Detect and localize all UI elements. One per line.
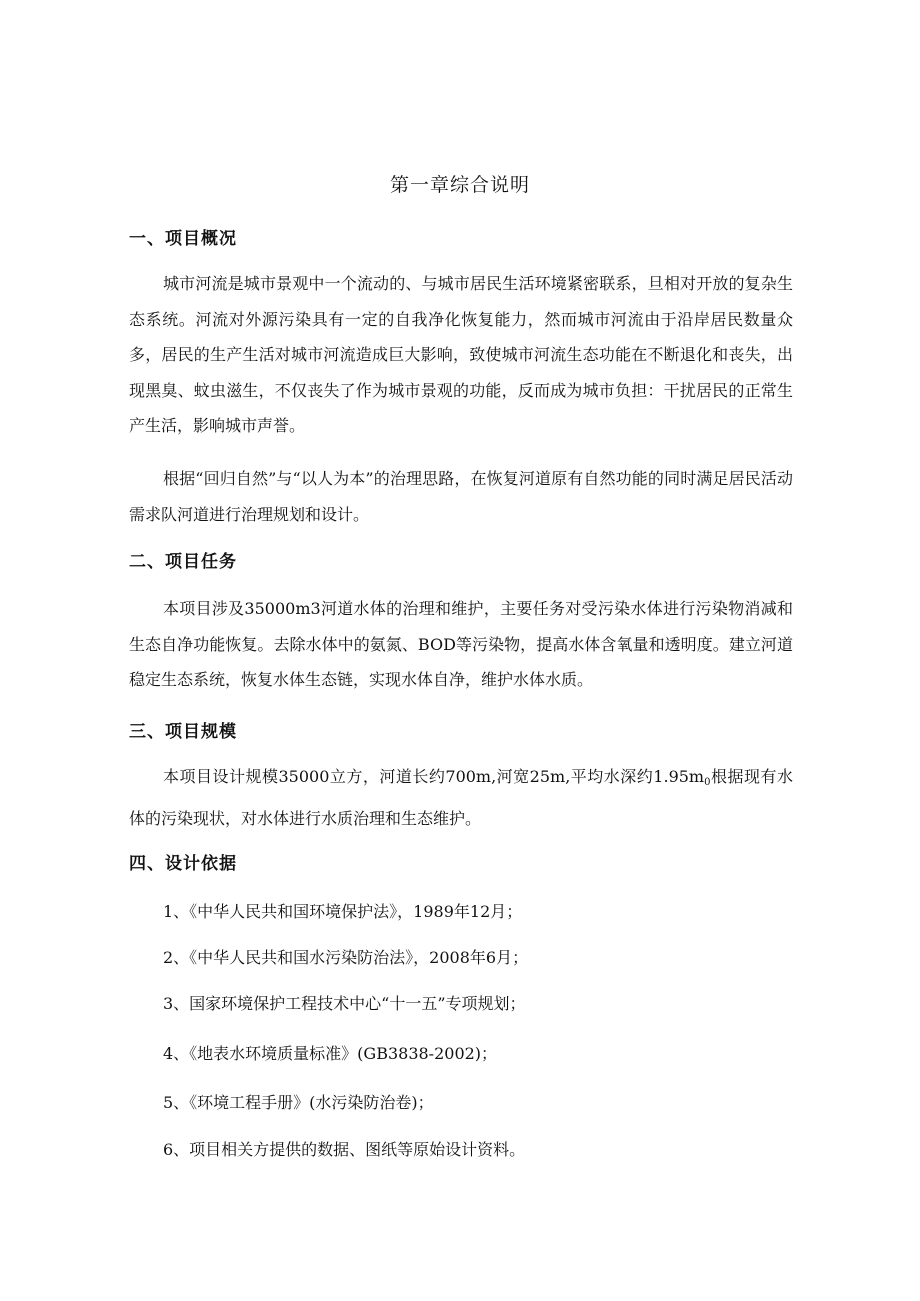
scale-text-rest: 根据现有水体的污染现状，对水体进行水质治理和生态维护。 [129, 767, 793, 828]
chapter-title: 第一章综合说明 [389, 174, 530, 196]
scale-subscript: 0 [704, 777, 711, 788]
scale-text-main: 本项目设计规模35000立方，河道长约700m,河宽25m,平均水深约1.95m [163, 767, 705, 786]
section-heading-overview: 一、项目概况 [129, 229, 237, 249]
basis-item-5: 5、《环境工程手册》(水污染防治卷)； [163, 1093, 434, 1112]
basis-item-6: 6、项目相关方提供的数据、图纸等原始设计资料。 [163, 1140, 526, 1159]
basis-item-4: 4、《地表水环境质量标准》(GB3838-2002)； [163, 1044, 498, 1063]
section-heading-scale: 三、项目规模 [129, 722, 237, 742]
section-heading-tasks: 二、项目任务 [129, 552, 237, 572]
overview-paragraph-2: 根据“回归自然”与“以人为本”的治理思路，在恢复河道原有自然功能的同时满足居民活动需求队河道进行治理规划和设计。 [129, 469, 793, 524]
scale-paragraph [129, 759, 793, 836]
basis-item-3: 3、国家环境保护工程技术中心“十一五”专项规划； [163, 994, 526, 1013]
basis-item-2: 2、《中华人民共和国水污染防治法》，2008年6月； [163, 948, 529, 967]
tasks-paragraph: 本项目涉及35000m3河道水体的治理和维护，主要任务对受污染水体进行污染物消减和生态自净功能恢复。去除水体中的氨氮、BOD等污染物，提高水体含氧量和透明度。建立河道稳定生态系统，恢复水体生态链，实现水体自净，维护水体水质。 [129, 599, 793, 689]
basis-item-1: 1、《中华人民共和国环境保护法》，1989年12月； [163, 902, 523, 921]
section-heading-basis: 四、设计依据 [129, 854, 237, 874]
overview-paragraph-1: 城市河流是城市景观中一个流动的、与城市居民生活环境紧密联系，旦相对开放的复杂生态系统。河流对外源污染具有一定的自我净化恢复能力，然而城市河流由于沿岸居民数量众多，居民的生产生活对城市河流造成巨大影响，致使城市河流生态功能在不断退化和丧失，出现黑臭、蚊虫滋生，不仅丧失了作为城市景观的功能，反而成为城市负担：干扰居民的正常生产生活，影响城市声誉。 [129, 274, 793, 435]
